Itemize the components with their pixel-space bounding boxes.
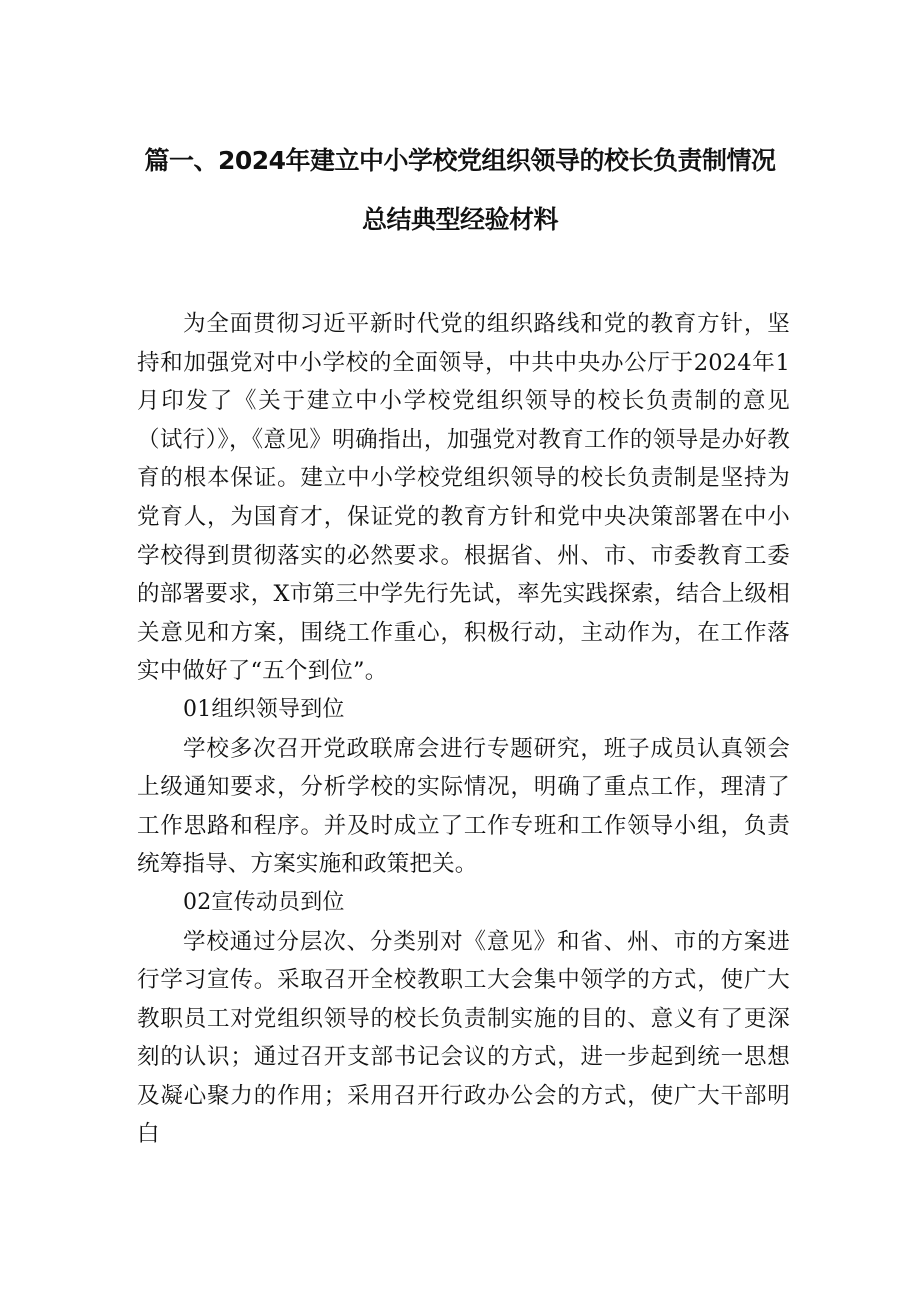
document-title-line-2: 总结典型经验材料: [361, 205, 558, 234]
document-body: [137, 305, 790, 1154]
section-heading-02: 02宣传动员到位: [183, 889, 345, 915]
paragraph-organization: 学校多次召开党政联席会进行专题研究，班子成员认真领会上级通知要求，分析学校的实际情况，明确了重点工作，理清了工作思路和程序。并及时成立了工作专班和工作领导小组，负责统筹指导、方案实施和政策把关。: [137, 735, 790, 878]
paragraph-intro: 为全面贯彻习近平新时代党的组织路线和党的教育方针，坚持和加强党对中小学校的全面领导，中共中央办公厅于2024年1月印发了《关于建立中小学校党组织领导的校长负责制的意见（试行）》，《意见》明确指出，加强党对教育工作的领导是办好教育的根本保证。建立中小学校党组织领导的校长负责制是坚持为党育人，为国育才，保证党的教育方针和党中央决策部署在中小学校得到贯彻落实的必然要求。根据省、州、市、市委教育工委的部署要求，X市第三中学先行先试，率先实践探索，结合上级相关意见和方案，围绕工作重心，积极行动，主动作为，在工作落实中做好了“五个到位”。: [137, 311, 790, 685]
section-heading-01: 01组织领导到位: [183, 696, 345, 722]
paragraph-publicity: 学校通过分层次、分类别对《意见》和省、州、市的方案进行学习宣传。采取召开全校教职工大会集中领学的方式，使广大教职员工对党组织领导的校长负责制实施的目的、意义有了更深刻的认识；通过召开支部书记会议的方式，进一步起到统一思想及凝心聚力的作用；采用召开行政办公会的方式，使广大干部明白: [137, 928, 790, 1148]
document-title-line-1: 篇一、2024年建立中小学校党组织领导的校长负责制情况: [144, 146, 776, 175]
